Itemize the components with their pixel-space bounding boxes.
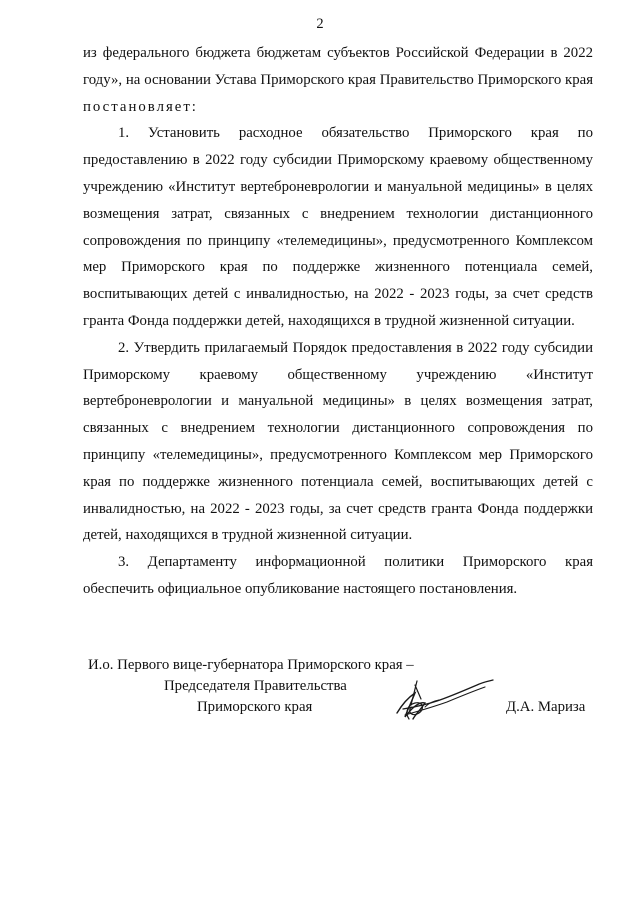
signatory-title-line-2: Председателя Правительства xyxy=(164,678,347,694)
decree-word: постановляет: xyxy=(83,98,198,115)
signatory-name: Д.А. Мариза xyxy=(506,699,586,715)
signatory-title-line-3: Приморского края xyxy=(197,699,313,715)
page-number: 2 xyxy=(316,16,324,32)
handwritten-signature xyxy=(385,673,495,725)
intro-paragraph xyxy=(83,40,593,120)
signature-block xyxy=(0,655,640,725)
intro-text: из федерального бюджета бюджетам субъектов Российской Федерации в 2022 году», на основании Устава Приморского края Правительство Приморского края xyxy=(83,45,593,88)
item-3-paragraph: 3. Департаменту информационной политики Приморского края обеспечить официальное опубликование настоящего постановления. xyxy=(83,554,593,597)
document-body xyxy=(83,40,593,603)
item-1-paragraph: 1. Установить расходное обязательство Приморского края по предоставлению в 2022 году субсидии Приморскому краевому общественному учреждению «Институт вертеброневрологии и мануальной медицины» в целях возмещения затрат, связанных с внедрением технологии дистанционного сопровождения по принципу «телемедицины», предусмотренного Комплексом мер Приморского края по поддержке жизненного потенциала семей, воспитывающих детей с инвалидностью, на 2022 - 2023 годы, за счет средств гранта Фонда поддержки детей, находящихся в трудной жизненной ситуации. xyxy=(83,125,593,329)
signatory-title-line-1: И.о. Первого вице-губернатора Приморского края – xyxy=(88,657,414,673)
item-2-paragraph: 2. Утвердить прилагаемый Порядок предоставления в 2022 году субсидии Приморскому краевому общественному учреждению «Институт вертеброневрологии и мануальной медицины» в целях возмещения затрат, связанных с внедрением технологии дистанционного сопровождения по принципу «телемедицины», предусмотренного Комплексом мер Приморского края по поддержке жизненного потенциала семей, воспитывающих детей с инвалидностью, на 2022 - 2023 годы, за счет средств гранта Фонда поддержки детей, находящихся в трудной жизненной ситуации. xyxy=(83,339,593,544)
